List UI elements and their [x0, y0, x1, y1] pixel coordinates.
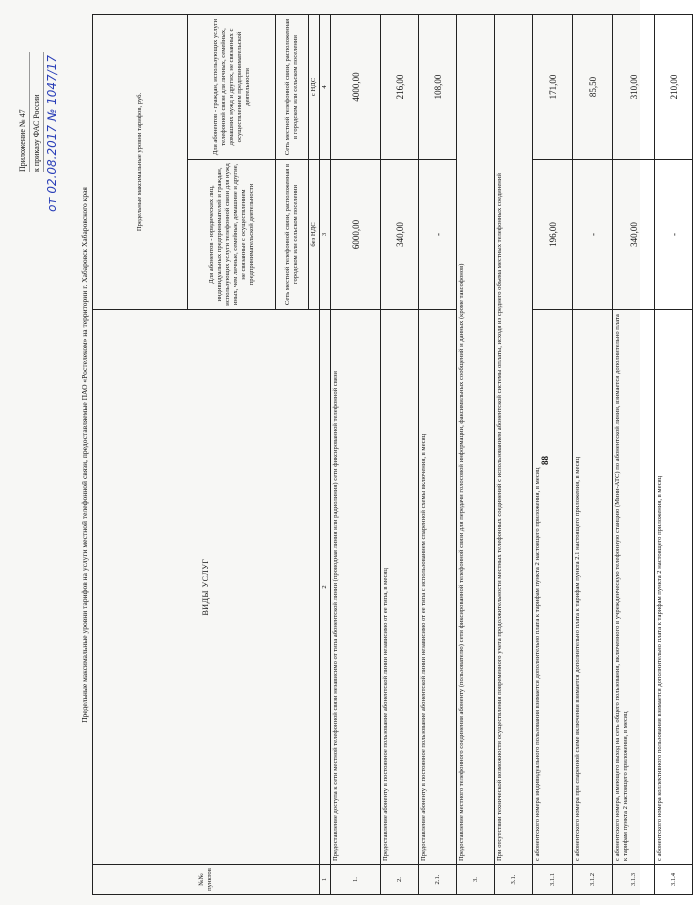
row-text: При отсутствии технической возможности осуществления повременного учета продолжительности местных телефонных соединений с использованием абонентской системы оплаты, исходя из среднего объема местных телефонных соединений	[495, 15, 533, 865]
row-citizens-price: 85,50	[573, 15, 613, 160]
row-number: 3.1.4	[655, 865, 693, 895]
appendix-label: Приложение № 47	[16, 52, 30, 172]
row-number: 3.1.1	[533, 865, 573, 895]
table-row	[331, 15, 381, 895]
row-citizens-price: 4000,00	[331, 15, 381, 160]
row-citizens-price: 216,00	[381, 15, 419, 160]
page-number: 88	[540, 456, 550, 465]
vat-excluded: без НДС	[309, 160, 320, 310]
table-row	[381, 15, 419, 895]
row-citizens-price: 171,00	[533, 15, 573, 160]
handwritten-date-number: от 02.08.2017 № 1047/17	[45, 55, 59, 212]
header-item-number: №№ пунктов	[93, 865, 320, 895]
document-title: Предельные максимальные уровни тарифов на услуги местной телефонной связи, предоставляемые ПАО «Ростелеком» на территории г. Хабаровск Хабаровского края	[80, 187, 89, 723]
row-text: Предоставление абоненту в постоянное пользование абонентской линии независимо от ее типа с использованием спаренной схемы включения, в месяц	[419, 310, 457, 865]
header-max-levels: Предельные максимальные уровни тарифов, руб.	[93, 15, 188, 310]
row-number: 3.1.3	[613, 865, 655, 895]
row-number: 1.	[331, 865, 381, 895]
row-legal-price: -	[419, 160, 457, 310]
row-text: с абонентского номера, имеющего выход на сеть общего пользования, включенного в учрежденческую телефонную станцию (Мини-АТС) по абонентской линии, взимается дополнительно плата к тарифам пункта 2 настоящего приложения, в месяц	[613, 310, 655, 865]
table-row	[613, 15, 655, 895]
row-number: 2.	[381, 865, 419, 895]
row-legal-price: -	[573, 160, 613, 310]
row-citizens-price: 310,00	[613, 15, 655, 160]
row-text: Предоставление местного телефонного соединения абоненту (пользователю) сети фиксированной телефонной связи для передачи голосовой информации, факсимильных сообщений и данных (кроме таксофонов)	[457, 15, 495, 865]
tariff-table	[92, 14, 693, 895]
row-legal-price: 196,00	[533, 160, 573, 310]
table-row	[573, 15, 613, 895]
row-legal-price: -	[655, 160, 693, 310]
colnum-3: 3	[320, 160, 331, 310]
subheader-network-3: Сеть местной телефонной связи, расположенная в городском или сельском поселении	[276, 160, 309, 310]
row-text: с абонентского номера коллективного пользования взимается дополнительно плата к тарифам пункта 2 настоящего приложения, в месяц	[655, 310, 693, 865]
row-text: с абонентского номера при спаренной схеме включения взимается дополнительно плата к тарифам пункта 2.1 настоящего приложения, в месяц	[573, 310, 613, 865]
table-row	[419, 15, 457, 895]
subheader-network-4: Сеть местной телефонной связи, расположенная в городском или сельском поселении	[276, 15, 309, 160]
order-reference: к приказу ФАС России	[30, 52, 44, 172]
colnum-4: 4	[320, 15, 331, 160]
row-legal-price: 6000,00	[331, 160, 381, 310]
row-citizens-price: 210,00	[655, 15, 693, 160]
table-row	[655, 15, 693, 895]
vat-included: с НДС	[309, 15, 320, 160]
row-number: 3.	[457, 865, 495, 895]
row-number: 3.1.2	[573, 865, 613, 895]
row-legal-price: 340,00	[613, 160, 655, 310]
row-text: с абонентского номера индивидуального пользования взимается дополнительно плата к тарифам пункта 2 настоящего приложения, в месяц	[533, 310, 573, 865]
row-text: Предоставление абоненту в постоянное пользование абонентской линии независимо от ее типа, в месяц	[381, 310, 419, 865]
header-services: ВИДЫ УСЛУГ	[93, 310, 320, 865]
colnum-1: 1	[320, 865, 331, 895]
row-text: Предоставление доступа к сети местной телефонной связи независимо от типа абонентской линии (проводная линия или радиолиния) сети фиксированной телефонной связи	[331, 310, 381, 865]
colnum-2: 2	[320, 310, 331, 865]
appendix-header	[16, 52, 44, 172]
header-legal-entities: Для абонентов - юридических лиц, индивидуальных предпринимателей и граждан, использующих услуги телефонной связи для нужд иных, чем личные, семейные, домашние и другие, не связанные с осуществлением предпринимательской деятельности	[188, 160, 276, 310]
row-number: 2.1.	[419, 865, 457, 895]
header-citizens: Для абонентов - граждан, использующих услуги телефонной связи для личных, семейных, домашних нужд и других, не связанных с осуществлением предпринимательской деятельности	[188, 15, 276, 160]
row-legal-price: 340,00	[381, 160, 419, 310]
table-row	[495, 15, 533, 895]
table-row	[457, 15, 495, 895]
row-number: 3.1.	[495, 865, 533, 895]
row-citizens-price: 108,00	[419, 15, 457, 160]
table-row	[533, 15, 573, 895]
